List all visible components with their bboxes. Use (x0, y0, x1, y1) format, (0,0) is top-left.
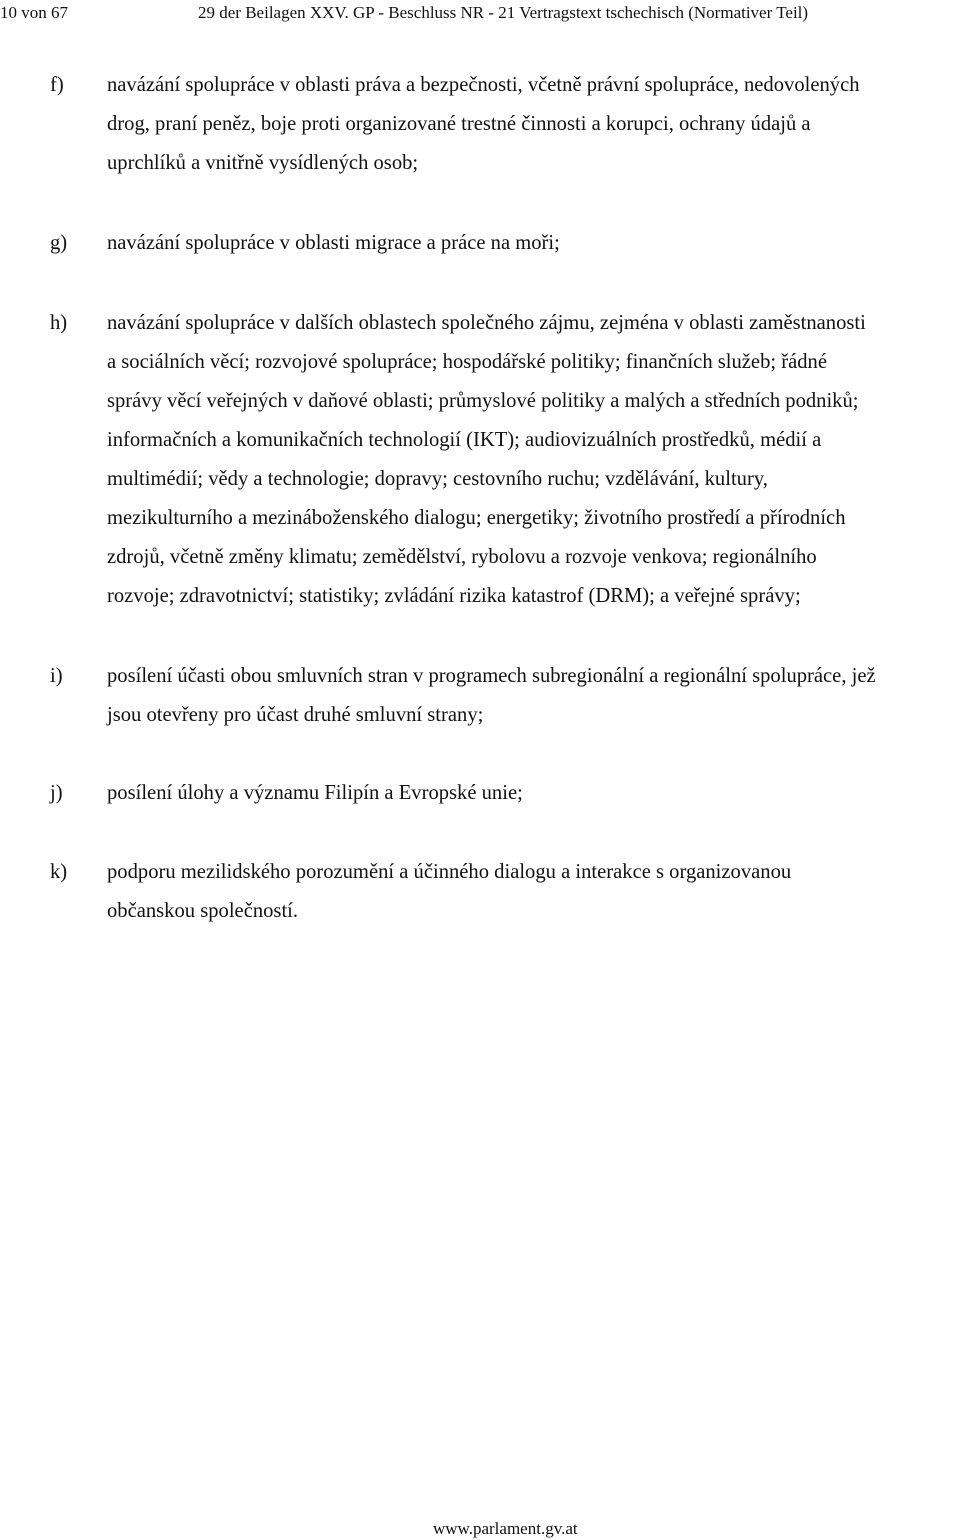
page-number: 10 von 67 (0, 3, 68, 22)
page-header (0, 2, 960, 24)
list-item-text: posílení úlohy a významu Filipín a Evropské unie; (107, 782, 523, 804)
list-marker: g) (50, 232, 68, 254)
list-item-text: navázání spolupráce v dalších oblastech společného zájmu, zejména v oblasti zaměstnanosti a sociálních věcí; rozvojové spolupráce; hospodářské politiky; finančních služeb; řádné správy věcí veřejných v daňové oblasti; průmyslové politiky a malých a středních podniků; informačních a komunikačních technologií (IKT); audiovizuálních prostředků, médií a multimédií; vědy a technologie; dopravy; cestovního ruchu; vzdělávání, kultury, mezikulturního a mezináboženského dialogu; energetiky; životního prostředí a přírodních zdrojů, včetně změny klimatu; zemědělství, rybolovu a rozvoje venkova; regionálního rozvoje; zdravotnictví; statistiky; zvládání rizika katastrof (DRM); a veřejné správy; (107, 312, 866, 607)
list-marker: j) (50, 782, 63, 804)
list-marker: f) (50, 74, 64, 96)
list-item-text: navázání spolupráce v oblasti migrace a práce na moři; (107, 232, 560, 254)
list-marker: h) (50, 312, 68, 334)
list-marker: i) (50, 665, 63, 687)
footer-url: www.parlament.gv.at (433, 1519, 578, 1538)
list-item-text: posílení účasti obou smluvních stran v programech subregionální a regionální spolupráce, jež jsou otevřeny pro účast druhé smluvní strany; (107, 665, 876, 726)
list-item-text: podporu mezilidského porozumění a účinného dialogu a interakce s organizovanou občanskou společností. (107, 861, 792, 922)
document-title: 29 der Beilagen XXV. GP - Beschluss NR - 21 Vertragstext tschechisch (Normativer Teil) (198, 3, 809, 22)
list-item-text: navázání spolupráce v oblasti práva a bezpečnosti, včetně právní spolupráce, nedovolených drog, praní peněz, boje proti organizované trestné činnosti a korupci, ochrany údajů a uprchlíků a vnitřně vysídlených osob; (107, 74, 860, 174)
list-marker: k) (50, 861, 68, 883)
